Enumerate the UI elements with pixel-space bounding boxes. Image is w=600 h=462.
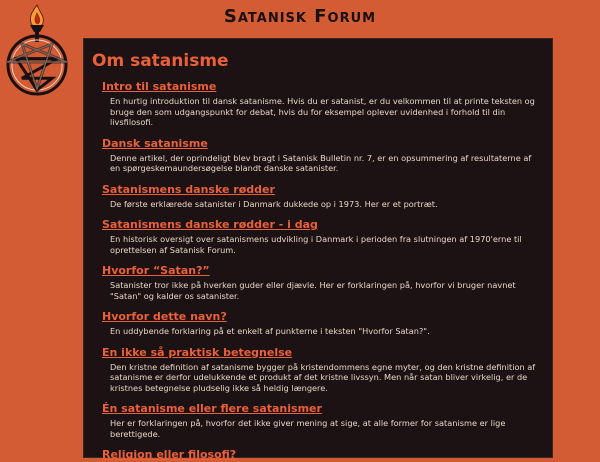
- article-description: En historisk oversigt over satanismens udvikling i Danmark i perioden fra slutningen af 1970'erne til oprettelsen af Satanisk Forum.: [110, 234, 522, 255]
- page-title: Om satanisme: [92, 51, 229, 71]
- article-description: De første erklærede satanister i Danmark dukkede op i 1973. Her er et portræt.: [110, 198, 438, 209]
- article-description: Her er forklaringen på, hvorfor det ikke giver mening at sige, at alle former for satanisme er lige berettigede.: [110, 418, 506, 439]
- article-description: Satanister tror ikke på hverken guder eller djævle. Her er forklaringen på, hvorfor vi bruger navnet "Satan" og kalder os satanister.: [110, 280, 516, 301]
- article-item: [102, 80, 544, 128]
- inverted-pentagram-torch-icon[interactable]: [2, 2, 72, 100]
- article-item: [102, 218, 544, 255]
- article-link-danske-roedder-i-dag[interactable]: Satanismens danske rødder - i dag: [102, 218, 318, 231]
- article-link-praktisk-betegnelse[interactable]: En ikke så praktisk betegnelse: [102, 345, 293, 359]
- site-header: [0, 0, 600, 34]
- article-description: En uddybende forklaring på et enkelt af punkterne i teksten "Hvorfor Satan?".: [110, 326, 430, 336]
- article-item: [102, 310, 544, 337]
- content-panel: [83, 38, 553, 461]
- article-item: [102, 264, 544, 301]
- article-link-intro[interactable]: Intro til satanisme: [102, 80, 217, 93]
- article-item: [102, 448, 544, 462]
- article-description: Den kristne definition af satanisme bygger på kristendommens egne myter, og den kristne definition af satanisme er derfor udelukkende et produkt af det kristne livssyn. Men når satan bliver virkelig, er de kristnes betegnelse pludselig ikke så heldig længere.: [110, 361, 536, 393]
- article-item: [102, 183, 544, 210]
- article-item: [102, 137, 544, 174]
- site-title[interactable]: Satanisk Forum: [223, 6, 377, 27]
- article-description: En hurtig introduktion til dansk satanisme. Hvis du er satanist, er du velkommen til at printe teksten og bruge den som udgangspunkt for debat, hvis du for eksempel oplever uvidenhed i forhold til din livsfilosofi.: [110, 96, 535, 127]
- article-link-religion-eller-filosofi[interactable]: Religion eller filosofi?: [102, 448, 237, 461]
- article-link-flere-satanismer[interactable]: Én satanisme eller flere satanismer: [102, 402, 322, 415]
- article-item: [102, 402, 544, 439]
- article-link-dansk-satanisme[interactable]: Dansk satanisme: [102, 136, 208, 150]
- article-description: Denne artikel, der oprindeligt blev bragt i Satanisk Bulletin nr. 7, er en opsummering af resultaterne af en spørgeskemaundersøgelse blandt danske satanister.: [110, 152, 532, 173]
- article-link-danske-roedder[interactable]: Satanismens danske rødder: [102, 182, 275, 196]
- article-item: [102, 346, 544, 394]
- article-link-hvorfor-satan[interactable]: Hvorfor “Satan?”: [102, 264, 210, 277]
- article-link-hvorfor-dette-navn[interactable]: Hvorfor dette navn?: [102, 310, 227, 323]
